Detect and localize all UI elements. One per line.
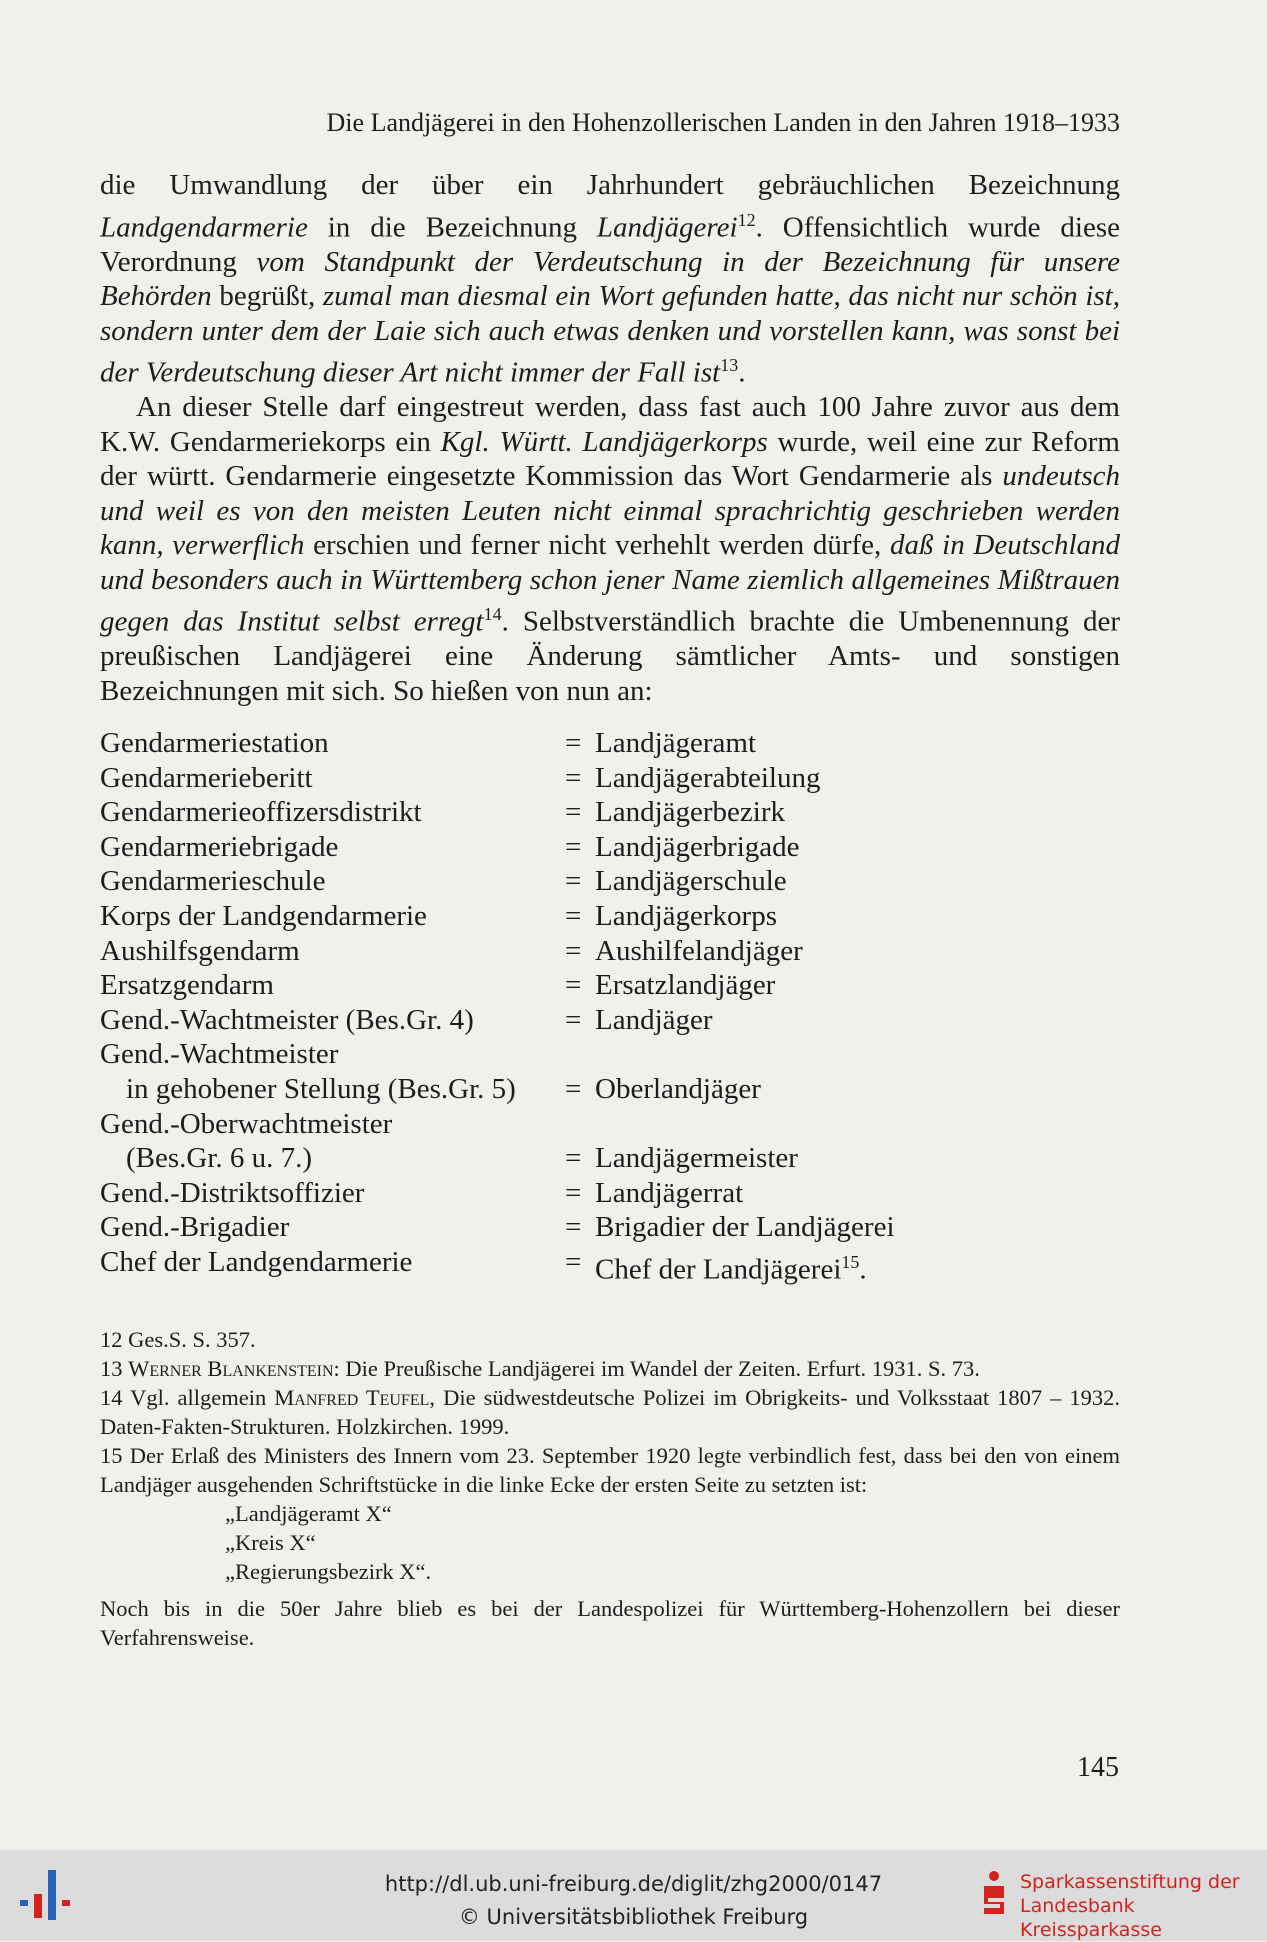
new-term: Brigadier der Landjägerei [595,1211,895,1244]
footnotes [100,1325,1120,1652]
old-term: Gendarmerieschule [100,865,326,898]
paragraph-2: An dieser Stelle darf eingestreut werden, dass fast auch 100 Jahre zuvor aus dem K.W. Gendarmeriekorps ein Kgl. Württ. Landjägerkorps wurde, weil eine zur Reform der württ. Gendarmerie eingesetzte Kommission das Wort Gendarmerie als undeutsch und weil es von den meisten Leuten nicht einmal sprachrichtig geschrieben werden kann, verwerflich erschien und ferner nicht verhehlt werden dürfe, daß in Deutschland und besonders auch in Württemberg schon jener Name ziemlich allgemeines Mißtrauen gegen das Institut selbst erregt$^{14}$. Selbstverständlich brachte die Umbenennung der preußischen Landjägerei eine Änderung sämtlicher Amts- und sonstigen Bezeichnungen mit sich. So hießen von nun an: [100,391,1120,707]
new-term: Landjägermeister [595,1142,798,1175]
old-term: (Bes.Gr. 6 u. 7.) [126,1142,313,1175]
new-term: Landjägerkorps [595,899,777,932]
new-term: Landjäger [595,1003,713,1036]
footnote-15: 15 Der Erlaß des Ministers des Innern vom 23. September 1920 legte verbindlich fest, dass bei den von einem Landjäger ausgehenden Schriftstücke in die linke Ecke der ersten Seite zu setzten ist: [100,1443,1120,1497]
equals-sign: = [565,1211,582,1244]
equals-sign: = [565,1142,582,1175]
equals-sign: = [565,830,582,863]
equals-sign: = [565,1003,582,1036]
old-term: Gendarmerieberitt [100,761,313,794]
sparkasse-logo-icon [980,1870,1008,1920]
old-term: Gendarmeriestation [100,727,329,759]
old-term: Gend.-Wachtmeister [100,1038,339,1071]
new-term: Landjägeramt [595,727,757,759]
footnote-14: 14 Vgl. allgemein Manfred Teufel, Die südwestdeutsche Polizei im Obrigkeits- und Volksstaat 1807 – 1932. Daten-Fakten-Strukturen. Holzkirchen. 1999. [100,1385,1121,1439]
new-term: Oberlandjäger [595,1072,761,1105]
footnote-12: 12 Ges.S. S. 357. [100,1327,256,1352]
old-term: Gend.-Brigadier [100,1211,290,1244]
new-term: Landjägerbezirk [595,796,786,829]
footnote-ref-15: 15 [841,1251,860,1272]
new-term: Chef der Landjägerei$^{15}$. [595,1251,867,1286]
equals-sign: = [565,934,582,967]
old-term: Ersatzgendarm [100,969,274,1002]
old-term: Korps der Landgendarmerie [100,899,427,932]
new-term: Ersatzlandjäger [595,969,776,1002]
old-term: Aushilfsgendarm [100,934,300,967]
copyright-text: © Universitätsbibliothek Freiburg [458,1905,809,1929]
equals-sign: = [565,865,582,898]
page-number: 145 [1077,1752,1119,1783]
equals-sign: = [565,1072,582,1105]
quote-line: „Regierungsbezirk X“. [225,1559,432,1584]
old-term: Gendarmeriebrigade [100,830,339,863]
body-text [100,168,1120,708]
footnote-ref-14: 14 [483,604,502,625]
footnote-closing: Noch bis in die 50er Jahre blieb es bei der Landespolizei für Württemberg-Hohenzollern bei dieser Verfahrensweise. [100,1596,1120,1650]
new-term: Landjägerschule [595,865,787,898]
old-term: Chef der Landgendarmerie [100,1245,413,1278]
old-term: Gend.-Wachtmeister (Bes.Gr. 4) [100,1003,474,1036]
footnote-ref-12: 12 [737,209,756,230]
equals-sign: = [565,1245,582,1278]
footnote-13: 13 Werner Blankenstein: Die Preußische Landjägerei im Wandel der Zeiten. Erfurt. 1931. S. 73. [100,1356,980,1381]
footer-bar [0,1850,1267,1941]
equals-sign: = [565,761,582,794]
old-term: Gendarmerieoffizersdistrikt [100,796,422,829]
old-term: Gend.-Oberwachtmeister [100,1107,393,1140]
quote-line: „Landjägeramt X“ [225,1501,392,1526]
equals-sign: = [565,1176,582,1209]
equals-sign: = [565,727,582,759]
source-url-link[interactable]: http://dl.ub.uni-freiburg.de/diglit/zhg2000/0147 [384,1872,883,1896]
sponsor-text: Sparkassenstiftung der Landesbank Kreissparkasse [1020,1871,1240,1941]
equals-sign: = [565,796,582,829]
new-term: Landjägerabteilung [595,761,821,794]
new-term: Landjägerbrigade [595,830,800,863]
footnote-ref-13: 13 [720,355,739,376]
new-term: Landjägerrat [595,1176,744,1209]
old-term: Gend.-Distriktsoffizier [100,1176,365,1209]
paragraph-1: die Umwandlung der über ein Jahrhundert gebräuchlichen Bezeichnung Landgendarmerie in die Bezeichnung Landjägerei$^{12}$. Offensichtlich wurde diese Verordnung vom Standpunkt der Verdeutschung in der Bezeichnung für unsere Behörden begrüßt, zumal man diesmal ein Wort gefunden hatte, das nicht nur schön ist, sondern unter dem der Laie sich auch etwas denken und vorstellen kann, was sonst bei der Verdeutschung dieser Art nicht immer der Fall ist$^{13}$. [100,169,1121,389]
quote-line: „Kreis X“ [225,1530,316,1555]
running-head: Die Landjägerei in den Hohenzollerischen Landen in den Jahren 1918–1933 [326,108,1120,137]
equals-sign: = [565,899,582,932]
old-term: in gehobener Stellung (Bes.Gr. 5) [126,1072,516,1105]
equals-sign: = [565,969,582,1002]
new-term: Aushilfelandjäger [595,934,803,967]
